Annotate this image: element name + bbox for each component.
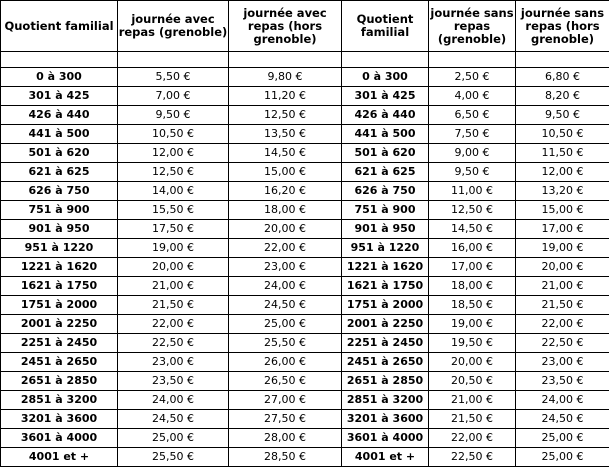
price-cell: 24,00 € xyxy=(229,277,342,296)
empty-cell xyxy=(1,52,118,68)
price-cell: 21,50 € xyxy=(516,296,609,315)
empty-cell xyxy=(342,52,429,68)
quotient-cell: 0 à 300 xyxy=(342,68,429,87)
price-cell: 19,00 € xyxy=(118,239,229,258)
price-cell: 22,50 € xyxy=(118,334,229,353)
price-cell: 8,20 € xyxy=(516,87,609,106)
quotient-cell: 3601 à 4000 xyxy=(1,429,118,448)
price-cell: 17,00 € xyxy=(429,258,516,277)
quotient-cell: 751 à 900 xyxy=(1,201,118,220)
price-cell: 9,50 € xyxy=(516,106,609,125)
table-row xyxy=(1,296,609,315)
price-cell: 24,50 € xyxy=(118,410,229,429)
price-cell: 12,00 € xyxy=(516,163,609,182)
quotient-cell: 2651 à 2850 xyxy=(342,372,429,391)
price-cell: 25,00 € xyxy=(516,429,609,448)
price-cell: 24,50 € xyxy=(516,410,609,429)
price-cell: 20,00 € xyxy=(516,258,609,277)
price-cell: 22,00 € xyxy=(229,239,342,258)
quotient-cell: 951 à 1220 xyxy=(342,239,429,258)
quotient-cell: 441 à 500 xyxy=(342,125,429,144)
quotient-cell: 621 à 625 xyxy=(342,163,429,182)
price-cell: 25,00 € xyxy=(229,315,342,334)
quotient-cell: 1221 à 1620 xyxy=(342,258,429,277)
empty-cell xyxy=(516,52,609,68)
quotient-cell: 2651 à 2850 xyxy=(1,372,118,391)
price-cell: 26,50 € xyxy=(229,372,342,391)
table-row xyxy=(1,163,609,182)
quotient-cell: 501 à 620 xyxy=(1,144,118,163)
price-cell: 21,00 € xyxy=(516,277,609,296)
price-cell: 16,00 € xyxy=(429,239,516,258)
table-row xyxy=(1,448,609,467)
quotient-cell: 3201 à 3600 xyxy=(342,410,429,429)
price-cell: 25,50 € xyxy=(118,448,229,467)
price-cell: 27,00 € xyxy=(229,391,342,410)
price-cell: 9,50 € xyxy=(118,106,229,125)
price-cell: 13,20 € xyxy=(516,182,609,201)
price-cell: 26,00 € xyxy=(229,353,342,372)
price-cell: 17,50 € xyxy=(118,220,229,239)
price-cell: 11,20 € xyxy=(229,87,342,106)
table-row xyxy=(1,144,609,163)
table-row xyxy=(1,372,609,391)
price-cell: 21,50 € xyxy=(429,410,516,429)
price-cell: 18,50 € xyxy=(429,296,516,315)
price-cell: 5,50 € xyxy=(118,68,229,87)
header-avec-repas-grenoble: journée avec repas (grenoble) xyxy=(118,1,229,52)
quotient-cell: 2851 à 3200 xyxy=(342,391,429,410)
header-sans-repas-hors-grenoble: journée sans repas (hors grenoble) xyxy=(516,1,609,52)
table-row xyxy=(1,410,609,429)
price-cell: 12,50 € xyxy=(229,106,342,125)
quotient-cell: 1221 à 1620 xyxy=(1,258,118,277)
header-quotient-familial: Quotient familial xyxy=(1,1,118,52)
quotient-cell: 2001 à 2250 xyxy=(342,315,429,334)
quotient-cell: 901 à 950 xyxy=(342,220,429,239)
header-sans-repas-grenoble: journée sans repas (grenoble) xyxy=(429,1,516,52)
table-row xyxy=(1,258,609,277)
price-cell: 28,50 € xyxy=(229,448,342,467)
price-cell: 25,00 € xyxy=(516,448,609,467)
price-cell: 23,50 € xyxy=(516,372,609,391)
price-cell: 12,50 € xyxy=(429,201,516,220)
table-row xyxy=(1,353,609,372)
quotient-cell: 2001 à 2250 xyxy=(1,315,118,334)
table-row xyxy=(1,391,609,410)
price-cell: 21,00 € xyxy=(429,391,516,410)
quotient-cell: 2451 à 2650 xyxy=(342,353,429,372)
quotient-cell: 621 à 625 xyxy=(1,163,118,182)
quotient-cell: 901 à 950 xyxy=(1,220,118,239)
quotient-cell: 1751 à 2000 xyxy=(1,296,118,315)
price-cell: 20,00 € xyxy=(429,353,516,372)
quotient-cell: 0 à 300 xyxy=(1,68,118,87)
price-cell: 7,00 € xyxy=(118,87,229,106)
quotient-cell: 301 à 425 xyxy=(1,87,118,106)
price-cell: 11,50 € xyxy=(516,144,609,163)
price-cell: 9,50 € xyxy=(429,163,516,182)
empty-cell xyxy=(229,52,342,68)
quotient-cell: 1751 à 2000 xyxy=(342,296,429,315)
price-cell: 4,00 € xyxy=(429,87,516,106)
price-cell: 7,50 € xyxy=(429,125,516,144)
price-cell: 20,00 € xyxy=(118,258,229,277)
price-cell: 9,80 € xyxy=(229,68,342,87)
table-row xyxy=(1,277,609,296)
quotient-cell: 2251 à 2450 xyxy=(342,334,429,353)
price-cell: 15,00 € xyxy=(516,201,609,220)
price-cell: 25,00 € xyxy=(118,429,229,448)
table-row xyxy=(1,125,609,144)
quotient-cell: 441 à 500 xyxy=(1,125,118,144)
empty-cell xyxy=(429,52,516,68)
price-cell: 19,00 € xyxy=(516,239,609,258)
price-cell: 18,00 € xyxy=(229,201,342,220)
spacer-row xyxy=(1,52,609,68)
price-cell: 23,00 € xyxy=(118,353,229,372)
empty-cell xyxy=(118,52,229,68)
quotient-cell: 1621 à 1750 xyxy=(1,277,118,296)
price-cell: 24,50 € xyxy=(229,296,342,315)
price-cell: 17,00 € xyxy=(516,220,609,239)
quotient-cell: 2851 à 3200 xyxy=(1,391,118,410)
quotient-cell: 301 à 425 xyxy=(342,87,429,106)
price-cell: 10,50 € xyxy=(118,125,229,144)
price-cell: 23,50 € xyxy=(118,372,229,391)
price-cell: 16,20 € xyxy=(229,182,342,201)
quotient-cell: 1621 à 1750 xyxy=(342,277,429,296)
price-cell: 23,00 € xyxy=(229,258,342,277)
quotient-cell: 626 à 750 xyxy=(342,182,429,201)
price-cell: 14,50 € xyxy=(429,220,516,239)
quotient-cell: 426 à 440 xyxy=(342,106,429,125)
quotient-cell: 626 à 750 xyxy=(1,182,118,201)
price-cell: 18,00 € xyxy=(429,277,516,296)
quotient-cell: 426 à 440 xyxy=(1,106,118,125)
table-row xyxy=(1,87,609,106)
table-row xyxy=(1,182,609,201)
table-row xyxy=(1,239,609,258)
price-cell: 15,00 € xyxy=(229,163,342,182)
table-row xyxy=(1,106,609,125)
price-cell: 21,50 € xyxy=(118,296,229,315)
price-cell: 9,00 € xyxy=(429,144,516,163)
price-cell: 6,50 € xyxy=(429,106,516,125)
price-cell: 19,50 € xyxy=(429,334,516,353)
price-cell: 24,00 € xyxy=(516,391,609,410)
price-cell: 20,50 € xyxy=(429,372,516,391)
header-quotient-familial-2: Quotient familial xyxy=(342,1,429,52)
price-cell: 22,00 € xyxy=(118,315,229,334)
price-cell: 24,00 € xyxy=(118,391,229,410)
price-cell: 6,80 € xyxy=(516,68,609,87)
price-cell: 23,00 € xyxy=(516,353,609,372)
quotient-cell: 4001 et + xyxy=(342,448,429,467)
table-row xyxy=(1,220,609,239)
quotient-cell: 2451 à 2650 xyxy=(1,353,118,372)
price-cell: 20,00 € xyxy=(229,220,342,239)
price-cell: 14,50 € xyxy=(229,144,342,163)
quotient-cell: 3601 à 4000 xyxy=(342,429,429,448)
quotient-cell: 501 à 620 xyxy=(342,144,429,163)
price-cell: 28,00 € xyxy=(229,429,342,448)
quotient-cell: 4001 et + xyxy=(1,448,118,467)
price-cell: 19,00 € xyxy=(429,315,516,334)
table-row xyxy=(1,201,609,220)
price-cell: 22,50 € xyxy=(516,334,609,353)
quotient-cell: 3201 à 3600 xyxy=(1,410,118,429)
price-cell: 27,50 € xyxy=(229,410,342,429)
price-cell: 22,00 € xyxy=(516,315,609,334)
price-cell: 12,50 € xyxy=(118,163,229,182)
table-row xyxy=(1,68,609,87)
quotient-cell: 751 à 900 xyxy=(342,201,429,220)
quotient-cell: 951 à 1220 xyxy=(1,239,118,258)
price-cell: 22,50 € xyxy=(429,448,516,467)
price-cell: 14,00 € xyxy=(118,182,229,201)
price-cell: 2,50 € xyxy=(429,68,516,87)
header-avec-repas-hors-grenoble: journée avec repas (hors grenoble) xyxy=(229,1,342,52)
price-cell: 15,50 € xyxy=(118,201,229,220)
price-cell: 10,50 € xyxy=(516,125,609,144)
table-row xyxy=(1,429,609,448)
price-cell: 11,00 € xyxy=(429,182,516,201)
price-cell: 22,00 € xyxy=(429,429,516,448)
price-cell: 13,50 € xyxy=(229,125,342,144)
price-cell: 25,50 € xyxy=(229,334,342,353)
header-row xyxy=(1,1,609,52)
price-cell: 12,00 € xyxy=(118,144,229,163)
price-cell: 21,00 € xyxy=(118,277,229,296)
table-row xyxy=(1,334,609,353)
quotient-cell: 2251 à 2450 xyxy=(1,334,118,353)
table-row xyxy=(1,315,609,334)
